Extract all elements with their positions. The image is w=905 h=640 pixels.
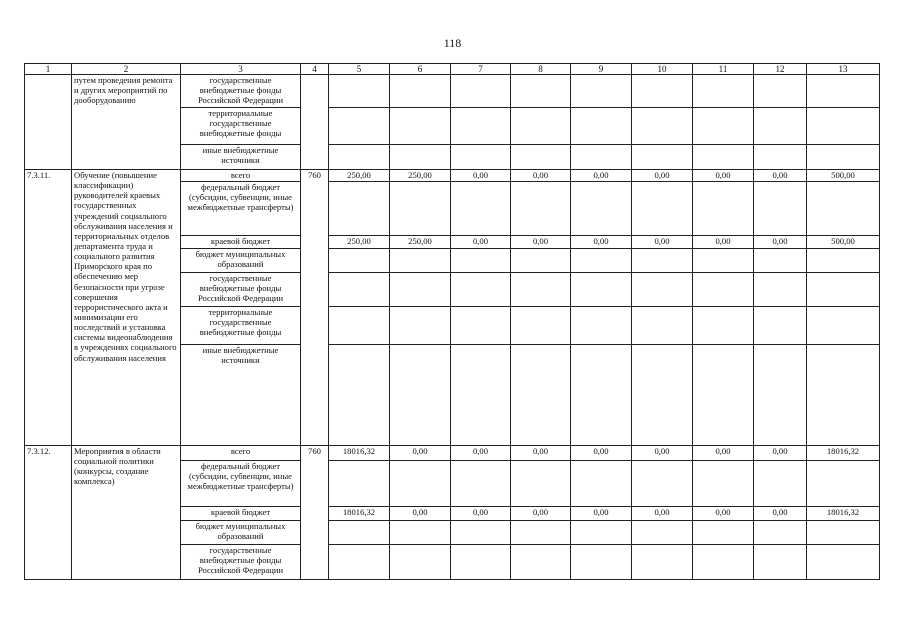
funding-source: федеральный бюджет (субсидии, субвенции, иные межбюджетные трансферты) [181,182,301,236]
funding-source: всего [181,446,301,461]
measure-name: Обучение (повышение классификации) руководителей краевых государственных учреждений социального обслуживания населения и территориальных отделов департамента труда и социального развития Приморского края по обеспечению мер безопасности при угрозе совершения террористического акта и минимизации его последствий и установка системы видеонаблюдения в учреждениях социального обслуживания населения [72,170,181,446]
column-header: 8 [511,64,571,75]
funding-source: краевой бюджет [181,236,301,249]
amount-cell: 0,00 [511,236,571,249]
column-header: 11 [693,64,754,75]
table-row [25,446,880,461]
funding-source: бюджет муниципальных образований [181,521,301,545]
budget-table [24,63,880,580]
amount-cell: 250,00 [329,236,390,249]
amount-cell: 250,00 [390,170,451,182]
measure-number: 7.3.12. [25,446,72,580]
column-header: 1 [25,64,72,75]
amount-cell: 0,00 [754,236,807,249]
amount-cell: 250,00 [390,236,451,249]
funding-source: иные внебюджетные источники [181,345,301,446]
amount-cell: 0,00 [511,446,571,461]
amount-cell: 0,00 [571,507,632,521]
funding-source: иные внебюджетные источники [181,145,301,170]
column-header: 10 [632,64,693,75]
amount-cell: 0,00 [451,170,511,182]
amount-cell: 0,00 [632,236,693,249]
amount-cell: 0,00 [754,170,807,182]
amount-cell: 0,00 [571,170,632,182]
cell [25,75,72,170]
measure-name: Мероприятия в области социальной политики (конкурсы, создание комплекса) [72,446,181,580]
amount-cell: 18016,32 [807,507,880,521]
column-header: 5 [329,64,390,75]
funding-source: государственные внебюджетные фонды Российской Федерации [181,545,301,580]
amount-cell: 0,00 [693,507,754,521]
budget-code: 760 [301,170,329,446]
amount-cell: 0,00 [390,446,451,461]
column-header: 12 [754,64,807,75]
column-header: 7 [451,64,511,75]
funding-source: бюджет муниципальных образований [181,249,301,273]
column-header: 13 [807,64,880,75]
amount-cell: 0,00 [390,507,451,521]
header-row [25,64,880,75]
amount-cell: 0,00 [632,170,693,182]
amount-cell: 500,00 [807,170,880,182]
amount-cell: 0,00 [632,446,693,461]
amount-cell: 0,00 [754,507,807,521]
table-row [25,170,880,182]
column-header: 3 [181,64,301,75]
amount-cell: 0,00 [511,507,571,521]
amount-cell: 0,00 [693,236,754,249]
amount-cell: 0,00 [754,446,807,461]
funding-source: государственные внебюджетные фонды Российской Федерации [181,273,301,307]
amount-cell: 250,00 [329,170,390,182]
funding-source: территориальные государственные внебюджетные фонды [181,307,301,345]
amount-cell: 0,00 [451,236,511,249]
amount-cell: 500,00 [807,236,880,249]
funding-source: государственные внебюджетные фонды Российской Федерации [181,75,301,108]
column-header: 2 [72,64,181,75]
amount-cell: 18016,32 [329,446,390,461]
amount-cell: 0,00 [632,507,693,521]
page-number: 118 [443,36,462,50]
amount-cell: 0,00 [571,446,632,461]
amount-cell: 0,00 [693,170,754,182]
amount-cell: 0,00 [451,507,511,521]
column-header: 4 [301,64,329,75]
amount-cell: 0,00 [693,446,754,461]
measure-number: 7.3.11. [25,170,72,446]
funding-source: федеральный бюджет (субсидии, субвенции, иные межбюджетные трансферты) [181,461,301,507]
budget-code: 760 [301,446,329,580]
amount-cell: 0,00 [451,446,511,461]
measure-name: путем проведения ремонта и других мероприятий по дооборудованию [72,75,181,170]
funding-source: всего [181,170,301,182]
column-header: 6 [390,64,451,75]
table-row [25,75,880,108]
amount-cell: 18016,32 [807,446,880,461]
funding-source: краевой бюджет [181,507,301,521]
amount-cell: 18016,32 [329,507,390,521]
amount-cell: 0,00 [511,170,571,182]
column-header: 9 [571,64,632,75]
amount-cell: 0,00 [571,236,632,249]
funding-source: территориальные государственные внебюджетные фонды [181,108,301,145]
cell [301,75,329,170]
